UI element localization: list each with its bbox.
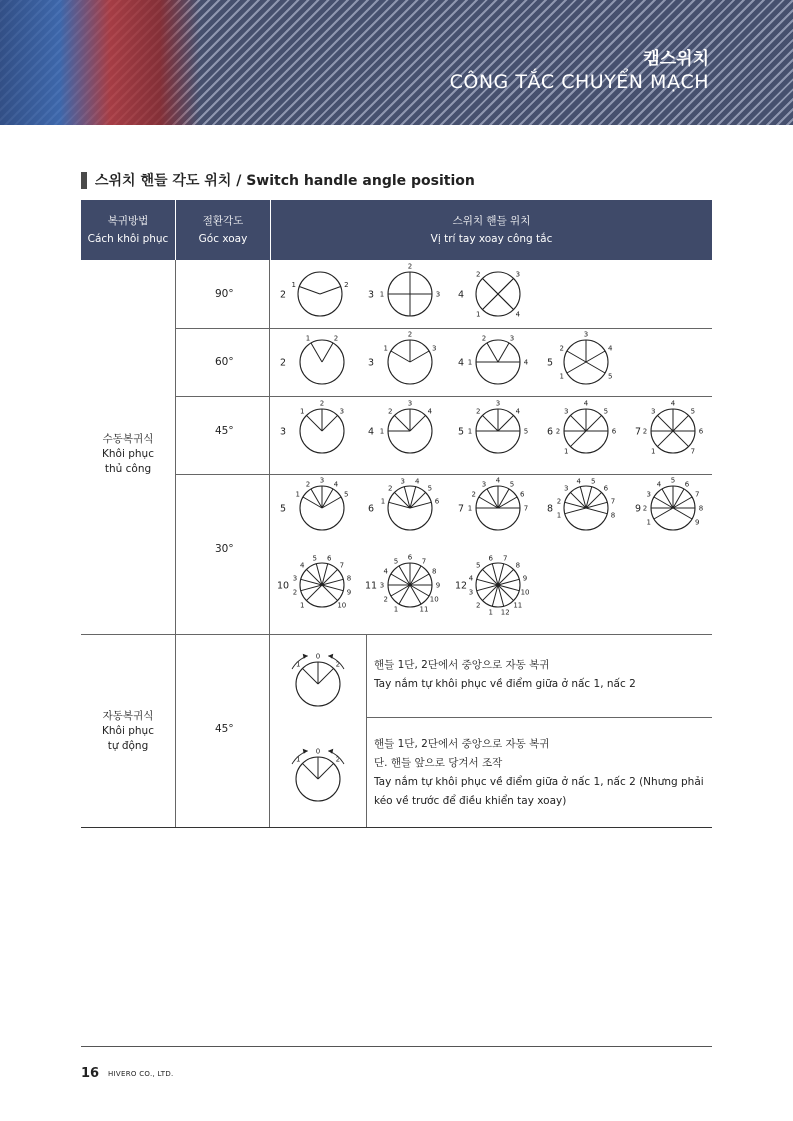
position-label: 11: [419, 605, 429, 614]
position-label: 3: [292, 574, 298, 583]
switch-diagram: [277, 554, 351, 609]
position-label: 4: [515, 310, 521, 319]
product-photo: [0, 0, 200, 125]
position-label: 8: [432, 567, 437, 576]
position-count: 5: [546, 357, 554, 369]
position-label: 3: [407, 399, 413, 408]
position-label: 3: [481, 480, 487, 489]
position-count: 11: [364, 580, 378, 592]
angle-45: 45°: [215, 425, 234, 437]
position-label: 1: [295, 490, 300, 499]
auto-desc-2-vi-2: kéo về trước để điều khiển tay xoay): [374, 795, 567, 807]
position-label: 1: [379, 290, 385, 299]
auto-ko: 자동복귀식: [102, 710, 154, 722]
position-label: 0: [315, 652, 321, 661]
position-label: 3: [563, 407, 569, 416]
position-label: 7: [503, 554, 508, 563]
position-label: 2: [387, 484, 393, 493]
position-count: 10: [276, 580, 290, 592]
position-label: 2: [344, 280, 349, 289]
auto-desc-2-ko-1: 핸들 1단, 2단에서 중앙으로 자동 복귀: [374, 738, 550, 750]
position-label: 2: [333, 334, 339, 343]
position-count: 9: [634, 503, 642, 515]
manual-vi-1: Khôi phục: [102, 448, 154, 460]
switch-diagram: [458, 334, 529, 384]
dial-spoke: [673, 415, 689, 431]
position-label: 4: [608, 344, 613, 353]
switch-diagram: [458, 400, 528, 454]
position-label: 8: [346, 574, 352, 583]
auto-desc-2-vi-1: Tay nắm tự khôi phục về điểm giữa ở nấc 1, nấc 2 (Nhưng phải: [374, 776, 704, 788]
switch-diagram: [280, 477, 349, 531]
header-angle: [176, 200, 270, 260]
angle-30: 30°: [215, 543, 234, 555]
position-count: 7: [634, 426, 642, 438]
dial-spoke: [565, 508, 586, 514]
column-divider: [175, 260, 176, 828]
position-label: 3: [319, 476, 325, 485]
position-label: 2: [475, 407, 481, 416]
position-label: 2: [481, 334, 487, 343]
switch-diagram: [296, 748, 340, 802]
position-label: 8: [515, 561, 521, 570]
position-label: 3: [468, 588, 474, 597]
position-label: 3: [515, 270, 521, 279]
dial-spoke: [567, 351, 586, 362]
position-label: 6: [603, 484, 609, 493]
header-position-ko: 스위치 핸들 위치: [452, 215, 531, 227]
dial-spoke: [320, 286, 341, 294]
position-label: 4: [427, 407, 433, 416]
dial-spoke: [570, 415, 586, 431]
switch-diagram: [458, 271, 521, 319]
manual-vi-2: thủ công: [104, 463, 152, 475]
position-label: 6: [520, 490, 525, 499]
position-label: 7: [339, 561, 345, 570]
dial-spoke: [673, 508, 692, 519]
position-label: 5: [603, 407, 609, 416]
header-position-vi: Vị trí tay xoay công tắc: [430, 233, 553, 245]
position-label: 4: [656, 480, 662, 489]
position-label: 1: [295, 755, 301, 764]
header-title-ko: 캠스위치: [643, 49, 709, 69]
position-label: 3: [495, 399, 501, 408]
position-label: 11: [513, 601, 523, 610]
header-angle-vi: Góc xoay: [198, 233, 248, 245]
position-label: 3: [646, 490, 651, 499]
auto-desc-2-ko-2: 단. 핸들 앞으로 당겨서 조작: [374, 757, 503, 769]
angle-auto-45: 45°: [215, 723, 234, 735]
position-label: 1: [393, 605, 399, 614]
position-label: 2: [475, 270, 481, 279]
dial-spoke: [322, 415, 338, 431]
header-position: [271, 200, 712, 260]
dial-spoke: [482, 415, 498, 431]
dial-spoke: [394, 415, 410, 431]
position-label: 3: [509, 334, 515, 343]
position-label: 9: [346, 588, 352, 597]
position-label: 5: [670, 476, 676, 485]
dial-spoke: [311, 343, 322, 362]
position-label: 4: [515, 407, 521, 416]
page-number: 16: [81, 1066, 100, 1081]
position-count: 4: [457, 357, 465, 369]
auto-return-label: [81, 709, 175, 754]
section-title-text: 스위치 핸들 각도 위치 / Switch handle angle position: [95, 173, 475, 189]
dial-spoke: [673, 431, 689, 447]
header-angle-ko: 절환각도: [202, 215, 244, 227]
position-label: 1: [467, 427, 473, 436]
position-label: 7: [610, 497, 616, 506]
position-label: 10: [429, 595, 439, 604]
switch-diagram: [547, 331, 613, 385]
position-label: 1: [556, 511, 562, 520]
dial-spoke: [302, 763, 318, 779]
position-label: 7: [421, 557, 427, 566]
position-label: 2: [305, 480, 311, 489]
position-label: 4: [523, 358, 529, 367]
position-label: 4: [495, 476, 501, 485]
switch-diagram: [365, 554, 440, 614]
position-label: 1: [295, 660, 301, 669]
position-label: 10: [520, 588, 530, 597]
position-count: 4: [457, 289, 465, 301]
dial-spoke: [657, 431, 673, 447]
position-label: 4: [299, 561, 305, 570]
position-label: 1: [299, 601, 305, 610]
dial-spoke: [586, 362, 605, 373]
position-label: 1: [488, 608, 493, 617]
position-label: 2: [383, 595, 388, 604]
position-count: 5: [279, 503, 287, 515]
position-count: 3: [367, 357, 375, 369]
position-label: 1: [559, 372, 564, 381]
position-label: 3: [400, 477, 405, 486]
position-label: 2: [387, 407, 393, 416]
position-label: 7: [690, 447, 696, 456]
position-count: 12: [454, 580, 468, 592]
position-label: 6: [611, 427, 617, 436]
position-count: 2: [279, 289, 287, 301]
position-label: 5: [608, 372, 613, 381]
position-label: 12: [500, 608, 510, 617]
table-header: [81, 200, 712, 260]
position-label: 2: [559, 344, 564, 353]
position-label: 2: [475, 601, 481, 610]
position-label: 5: [427, 484, 433, 493]
position-label: 9: [695, 518, 700, 527]
position-label: 5: [312, 554, 317, 563]
position-count: 3: [367, 289, 375, 301]
position-label: 3: [563, 484, 569, 493]
position-label: 1: [299, 407, 305, 416]
header-method-ko: 복귀방법: [107, 215, 149, 227]
position-label: 3: [379, 581, 385, 590]
position-label: 4: [468, 574, 474, 583]
position-count: 3: [279, 426, 287, 438]
position-label: 6: [698, 427, 704, 436]
manual-return-label: [81, 432, 175, 477]
position-label: 1: [383, 344, 388, 353]
position-count: 8: [546, 503, 554, 515]
dial-spoke: [570, 431, 586, 447]
dial-spoke: [586, 508, 607, 514]
position-label: 5: [591, 477, 596, 486]
position-label: 3: [435, 290, 441, 299]
dial-spoke: [657, 415, 673, 431]
dial-spoke: [487, 343, 498, 362]
position-label: 2: [335, 755, 341, 764]
position-label: 3: [432, 344, 437, 353]
position-label: 4: [383, 567, 388, 576]
footer-rule: [81, 1046, 712, 1047]
dial-spoke: [318, 668, 334, 684]
dial-spoke: [318, 763, 334, 779]
dial-spoke: [299, 286, 320, 294]
header-method-vi: Cách khôi phục: [87, 233, 169, 245]
dial-spoke: [322, 343, 333, 362]
position-label: 4: [415, 477, 420, 486]
position-label: 9: [522, 574, 528, 583]
switch-diagram: [368, 477, 440, 530]
dial-spoke: [410, 351, 429, 362]
dial-spoke: [498, 415, 514, 431]
position-label: 2: [407, 330, 413, 339]
header-method: [81, 200, 175, 260]
dial-spoke: [391, 351, 410, 362]
position-label: 2: [319, 399, 325, 408]
position-label: 1: [467, 358, 473, 367]
position-label: 4: [333, 480, 339, 489]
position-label: 5: [690, 407, 696, 416]
position-label: 1: [380, 497, 386, 506]
position-label: 7: [695, 490, 700, 499]
position-label: 8: [698, 504, 704, 513]
position-count: 6: [367, 503, 375, 515]
position-label: 6: [434, 497, 440, 506]
position-label: 1: [291, 280, 296, 289]
position-label: 5: [509, 480, 515, 489]
position-label: 6: [327, 554, 332, 563]
dial-spoke: [302, 668, 318, 684]
position-label: 4: [670, 399, 676, 408]
switch-diagram: [455, 554, 530, 616]
position-label: 1: [650, 447, 656, 456]
position-label: 8: [610, 511, 616, 520]
angle-60: 60°: [215, 356, 234, 368]
switch-diagram: [296, 653, 340, 707]
position-label: 5: [523, 427, 529, 436]
position-label: 2: [292, 588, 298, 597]
switch-diagram: [458, 477, 528, 531]
dial-spoke: [586, 415, 602, 431]
position-label: 6: [488, 554, 493, 563]
position-label: 2: [556, 497, 562, 506]
position-label: 4: [583, 399, 589, 408]
dial-spoke: [654, 508, 673, 519]
section-marker: [81, 172, 87, 189]
switch-diagram: [368, 331, 437, 385]
position-label: 2: [642, 504, 648, 513]
position-label: 5: [475, 561, 481, 570]
section-title: [81, 170, 475, 190]
position-label: 1: [379, 427, 385, 436]
position-count: 4: [367, 426, 375, 438]
switch-diagrams: [270, 260, 712, 828]
position-label: 6: [684, 480, 690, 489]
position-label: 1: [305, 334, 311, 343]
position-count: 7: [457, 503, 465, 515]
auto-desc-1-ko: 핸들 1단, 2단에서 중앙으로 자동 복귀: [374, 659, 550, 671]
position-label: 1: [646, 518, 651, 527]
auto-vi-1: Khôi phục: [102, 725, 154, 737]
position-label: 2: [471, 490, 476, 499]
switch-diagram: [635, 400, 704, 456]
switch-diagram: [635, 477, 703, 531]
switch-diagram: [368, 263, 440, 317]
position-label: 1: [467, 504, 473, 513]
position-label: 4: [576, 477, 581, 486]
position-label: 3: [650, 407, 656, 416]
dial-spoke: [586, 351, 605, 362]
position-count: 5: [457, 426, 465, 438]
position-label: 10: [337, 601, 347, 610]
position-label: 3: [583, 330, 589, 339]
auto-desc-1-vi: Tay nắm tự khôi phục về điểm giữa ở nấc 1, nấc 2: [374, 678, 636, 690]
position-label: 1: [475, 310, 481, 319]
position-label: 1: [563, 447, 569, 456]
dial-spoke: [410, 415, 426, 431]
position-label: 2: [555, 427, 561, 436]
dial-spoke: [498, 343, 509, 362]
position-count: 6: [546, 426, 554, 438]
position-label: 5: [393, 557, 399, 566]
dial-spoke: [306, 415, 322, 431]
dial-spoke: [567, 362, 586, 373]
auto-vi-2: tự động: [107, 740, 149, 752]
position-label: 2: [335, 660, 341, 669]
position-label: 9: [435, 581, 441, 590]
angle-90: 90°: [215, 288, 234, 300]
switch-diagram: [368, 400, 433, 454]
header-banner: [0, 0, 793, 125]
position-label: 5: [344, 490, 349, 499]
position-count: 2: [279, 357, 287, 369]
switch-diagram: [547, 400, 617, 456]
position-label: 6: [407, 553, 413, 562]
switch-diagram: [280, 400, 344, 454]
company-name: HIVERO CO., LTD.: [108, 1070, 174, 1078]
switch-diagram: [280, 272, 349, 316]
position-label: 2: [407, 262, 413, 271]
manual-ko: 수동복귀식: [102, 433, 154, 445]
position-label: 0: [315, 747, 321, 756]
position-label: 3: [339, 407, 345, 416]
header-title-vi: CÔNG TẮC CHUYỂN MẠCH: [449, 71, 709, 93]
switch-diagram: [547, 477, 615, 530]
position-label: 7: [523, 504, 529, 513]
position-label: 2: [642, 427, 648, 436]
switch-diagram: [280, 334, 344, 384]
